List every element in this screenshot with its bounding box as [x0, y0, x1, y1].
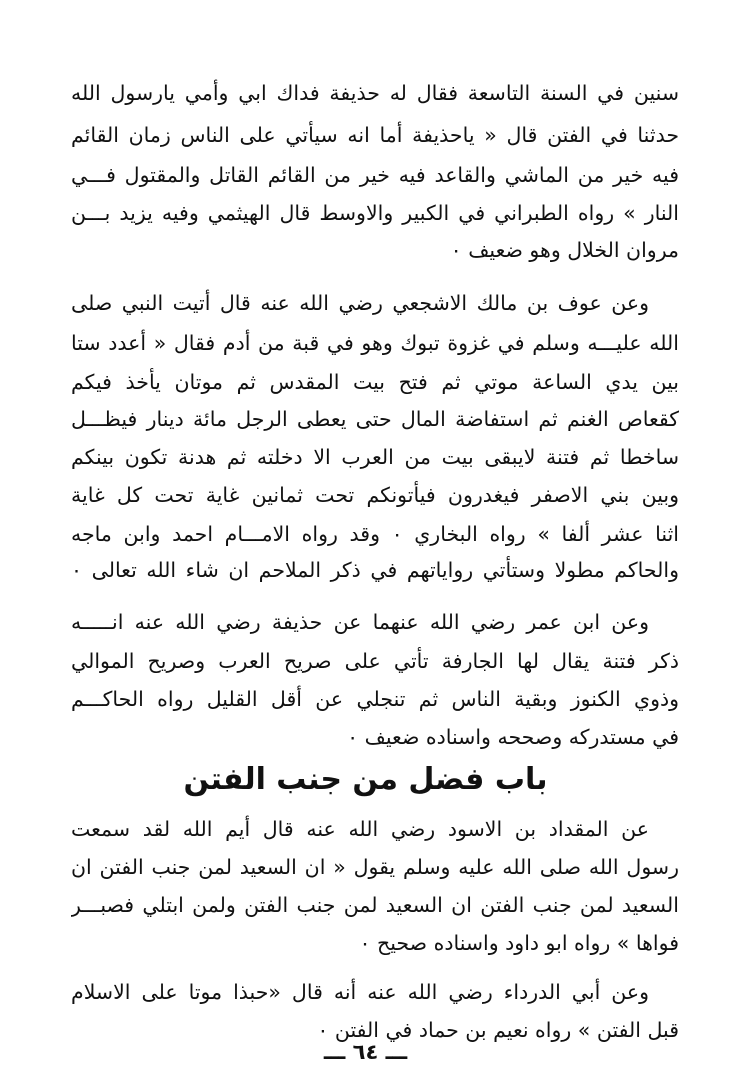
text-line: قبل الفتن » رواه نعيم بن حماد في الفتن ٠ — [317, 1018, 679, 1042]
text-line: كقعاص الغنم ثم استفاضة المال حتى يعطى الرجل مائة دينار فيظـــل — [71, 407, 679, 431]
text-line: وعن عوف بن مالك الاشجعي رضي الله عنه قال أتيت النبي صلى — [71, 291, 649, 315]
text-line: السعيد لمن جنب الفتن ان السعيد لمن جنب الفتن ولمن ابتلي فصبـــر — [71, 893, 679, 917]
text-line: في مستدركه وصححه واسناده ضعيف ٠ — [347, 725, 679, 749]
text-line: فيه خير من الماشي والقاعد فيه خير من القائم القاتل والمقتول فـــي — [71, 163, 679, 187]
text-line: سنين في السنة التاسعة فقال له حذيفة فداك ابي وأمي يارسول الله — [71, 81, 679, 105]
section-heading: باب فضل من جنب الفتن — [183, 762, 548, 797]
text-line: اثنا عشر ألفا » رواه البخاري ٠ وقد رواه الامـــام احمد وابن ماجه — [71, 522, 679, 546]
text-line: ساخطا ثم فتنة لايبقى بيت من العرب الا دخلته ثم هدنة تكون بينكم — [71, 445, 679, 469]
text-line: وعن أبي الدرداء رضي الله عنه أنه قال «حبذا موتا على الاسلام — [71, 980, 649, 1004]
text-line: ذكر فتنة يقال لها الجارفة تأتي على صريح العرب وصريح الموالي — [71, 649, 679, 673]
text-line: النار » رواه الطبراني في الكبير والاوسط قال الهيثمي وفيه يزيد بـــن — [71, 201, 679, 225]
text-line: الله عليـــه وسلم في غزوة تبوك وهو في قبة من أدم فقال « أعدد ستا — [71, 331, 679, 355]
page-number: ـــ ٦٤ ـــ — [323, 1040, 408, 1064]
text-line: مروان الخلال وهو ضعيف ٠ — [450, 238, 679, 262]
text-line: وذوي الكنوز وبقية الناس ثم تنجلي عن أقل القليل رواه الحاكـــم — [71, 687, 679, 711]
text-line: رسول الله صلى الله عليه وسلم يقول « ان السعيد لمن جنب الفتن ان — [71, 855, 679, 879]
text-line: عن المقداد بن الاسود رضي الله عنه قال أيم الله لقد سمعت — [71, 817, 649, 841]
text-line: حدثنا في الفتن قال « ياحذيفة أما انه سيأتي على الناس زمان القائم — [71, 123, 679, 147]
text-line: بين يدي الساعة موتي ثم فتح بيت المقدس ثم موتان يأخذ فيكم — [71, 370, 679, 394]
text-line: وبين بني الاصفر فيغدرون فيأتونكم تحت ثمانين غاية تحت كل غاية — [71, 483, 679, 507]
text-line: والحاكم مطولا وستأتي رواياتهم في ذكر الملاحم ان شاء الله تعالى ٠ — [71, 558, 679, 582]
text-line: وعن ابن عمر رضي الله عنهما عن حذيفة رضي الله عنه انـــــه — [71, 610, 649, 634]
text-line: فواها » رواه ابو داود واسناده صحيح ٠ — [359, 931, 679, 955]
